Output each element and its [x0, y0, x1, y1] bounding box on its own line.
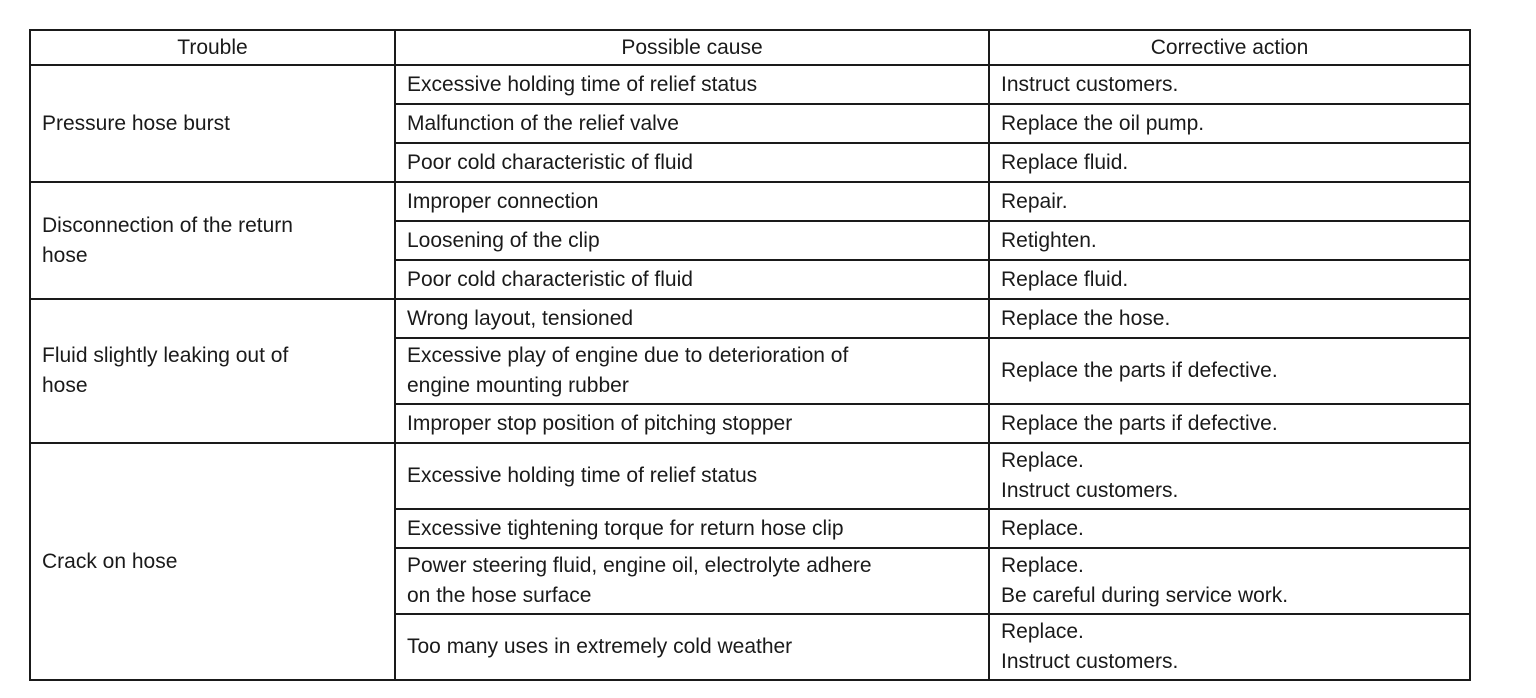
action-cell: Replace the oil pump. — [989, 104, 1470, 143]
cause-cell: Excessive play of engine due to deterioration of engine mounting rubber — [395, 338, 989, 404]
cause-cell: Malfunction of the relief valve — [395, 104, 989, 143]
cause-cell: Too many uses in extremely cold weather — [395, 614, 989, 680]
action-cell: Replace. Be careful during service work. — [989, 548, 1470, 614]
trouble-cell: Disconnection of the return hose — [30, 182, 395, 299]
action-cell: Replace the parts if defective. — [989, 404, 1470, 443]
cause-cell: Excessive holding time of relief status — [395, 65, 989, 104]
trouble-cell: Fluid slightly leaking out of hose — [30, 299, 395, 443]
table-row — [30, 65, 1470, 104]
table-row — [30, 443, 1470, 509]
cause-cell: Improper stop position of pitching stopper — [395, 404, 989, 443]
action-cell: Replace the hose. — [989, 299, 1470, 338]
cause-cell: Wrong layout, tensioned — [395, 299, 989, 338]
action-cell: Repair. — [989, 182, 1470, 221]
header-corrective-action: Corrective action — [989, 30, 1470, 65]
trouble-cell: Pressure hose burst — [30, 65, 395, 182]
action-cell: Instruct customers. — [989, 65, 1470, 104]
cause-cell: Excessive holding time of relief status — [395, 443, 989, 509]
action-cell: Replace. — [989, 509, 1470, 548]
cause-cell: Poor cold characteristic of fluid — [395, 260, 989, 299]
troubleshooting-table — [29, 29, 1471, 681]
header-trouble: Trouble — [30, 30, 395, 65]
cause-cell: Poor cold characteristic of fluid — [395, 143, 989, 182]
action-cell: Replace the parts if defective. — [989, 338, 1470, 404]
cause-cell: Excessive tightening torque for return hose clip — [395, 509, 989, 548]
header-possible-cause: Possible cause — [395, 30, 989, 65]
action-cell: Replace fluid. — [989, 143, 1470, 182]
table-row — [30, 299, 1470, 338]
action-cell: Retighten. — [989, 221, 1470, 260]
table-row — [30, 182, 1470, 221]
action-cell: Replace. Instruct customers. — [989, 443, 1470, 509]
table-body — [30, 65, 1470, 680]
action-cell: Replace fluid. — [989, 260, 1470, 299]
trouble-cell: Crack on hose — [30, 443, 395, 680]
header-row — [30, 30, 1470, 65]
action-cell: Replace. Instruct customers. — [989, 614, 1470, 680]
cause-cell: Improper connection — [395, 182, 989, 221]
cause-cell: Loosening of the clip — [395, 221, 989, 260]
cause-cell: Power steering fluid, engine oil, electrolyte adhere on the hose surface — [395, 548, 989, 614]
table-header — [30, 30, 1470, 65]
